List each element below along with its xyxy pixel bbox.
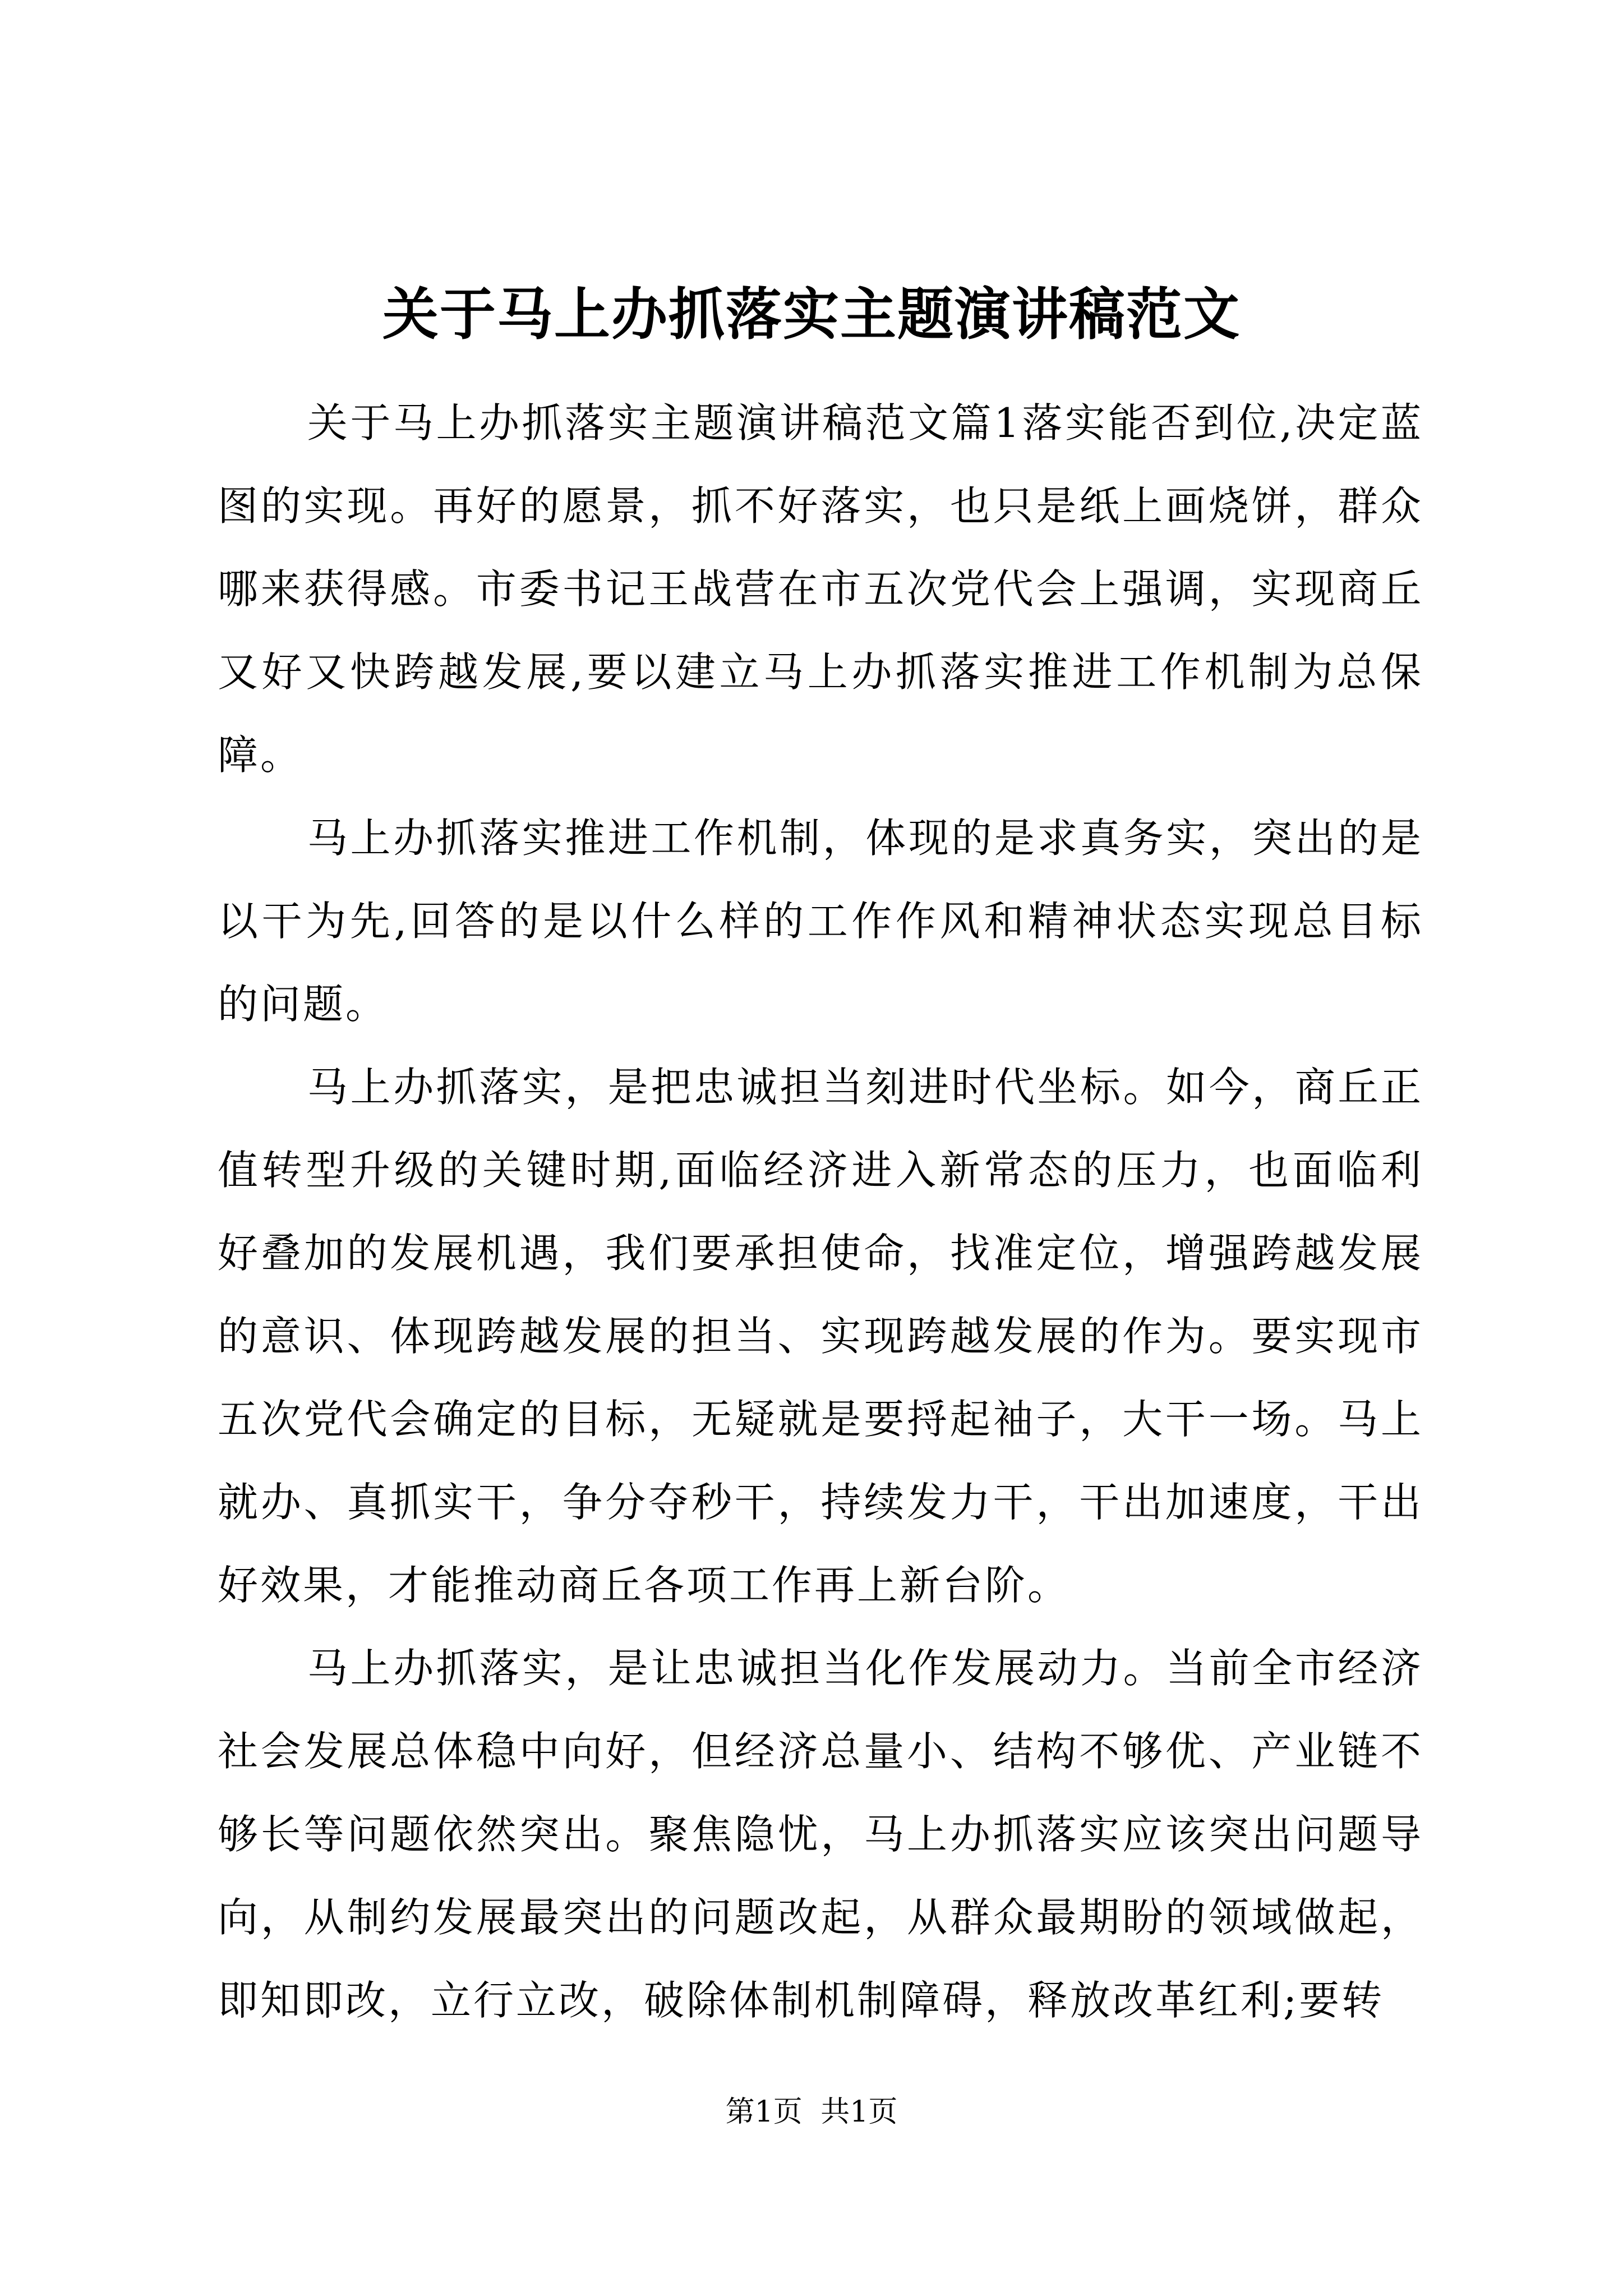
document-body: [218, 381, 1423, 2042]
page-number: 第1页: [725, 2095, 803, 2129]
page-total: 共1页: [820, 2095, 898, 2129]
paragraph-3: 马上办抓落实，是把忠诚担当刻进时代坐标。如今，商丘正值转型升级的关键时期,面临经济进入新常态的压力，也面临利好叠加的发展机遇，我们要承担使命，找准定位，增强跨越发展的意识、体现跨越发展的担当、实现跨越发展的作为。要实现市五次党代会确定的目标，无疑就是要捋起袖子，大干一场。马上就办、真抓实干，争分夺秒干，持续发力干，干出加速度，干出好效果，才能推动商丘各项工作再上新台阶。: [218, 1064, 1423, 1609]
paragraph-1: 关于马上办抓落实主题演讲稿范文篇1落实能否到位,决定蓝图的实现。再好的愿景，抓不好落实，也只是纸上画烧饼，群众哪来获得感。市委书记王战营在市五次党代会上强调，实现商丘又好又快跨越发展,要以建立马上办抓落实推进工作机制为总保障。: [218, 399, 1423, 779]
paragraph-4: 马上办抓落实，是让忠诚担当化作发展动力。当前全市经济社会发展总体稳中向好，但经济总量小、结构不够优、产业链不够长等问题依然突出。聚焦隐忧，马上办抓落实应该突出问题导向，从制约发展最突出的问题改起，从群众最期盼的领域做起，即知即改，立行立改，破除体制机制障碍，释放改革红利;要转: [218, 1645, 1423, 2024]
document-title: 关于马上办抓落实主题演讲稿范文: [382, 281, 1241, 347]
paragraph-2: 马上办抓落实推进工作机制，体现的是求真务实，突出的是以干为先,回答的是以什么样的工作作风和精神状态实现总目标的问题。: [218, 815, 1423, 1028]
page-footer: [0, 2092, 1623, 2132]
